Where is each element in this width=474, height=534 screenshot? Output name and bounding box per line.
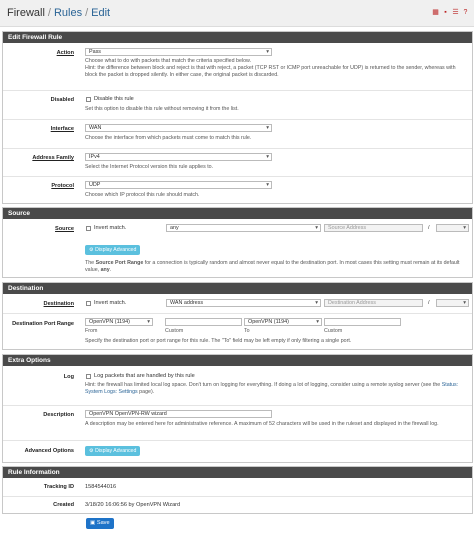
from-caption: From	[85, 328, 98, 334]
source-invert-label: Invert match.	[94, 225, 127, 231]
disable-checkbox[interactable]	[86, 97, 91, 102]
destination-invert-label: Invert match.	[94, 300, 127, 306]
tracking-id-label: Tracking ID	[43, 484, 74, 490]
log-icon[interactable]: ▦	[432, 9, 439, 16]
destination-row	[3, 294, 472, 312]
address-family-help: Select the Internet Protocol version this rule applies to.	[85, 164, 214, 170]
disabled-row	[3, 90, 472, 119]
edit-rule-panel	[2, 31, 473, 204]
destination-port-row	[3, 313, 472, 349]
description-help: A description may be entered here for administrative reference. A maximum of 52 characters will be used in the ruleset and displayed in the firewall log.	[85, 421, 439, 427]
destination-address-input[interactable]: Destination Address	[324, 299, 423, 307]
save-button[interactable]: ▣ Save	[86, 518, 114, 529]
tracking-id-value: 1584544016	[85, 484, 117, 490]
interface-label: Interface	[50, 126, 74, 132]
advanced-options-row	[3, 440, 472, 462]
action-row	[3, 43, 472, 89]
breadcrumb-separator: /	[47, 7, 51, 19]
log-checkbox[interactable]	[86, 374, 91, 379]
breadcrumb-rules-link[interactable]: Rules	[53, 7, 83, 19]
port-to-custom-input[interactable]	[324, 318, 401, 326]
protocol-row	[3, 176, 472, 203]
source-type-select[interactable]: any ▾	[166, 224, 321, 232]
source-address-input[interactable]: Source Address	[324, 224, 423, 232]
description-input[interactable]: OpenVPN OpenVPN-RW wizard	[85, 410, 272, 418]
destination-slash: /	[428, 300, 430, 306]
help-icon[interactable]: ?	[463, 9, 468, 16]
gear-icon: ⚙	[89, 448, 96, 454]
created-row	[3, 496, 472, 513]
created-value: 3/18/20 16:06:56 by OpenVPN Wizard	[85, 502, 181, 508]
log-help: Hint: the firewall has limited local log space. Don't turn on logging for everything. If doing a lot of logging, consider using a remote syslog server (see the Status: System Logs: Settings page).	[85, 382, 459, 395]
log-label: Log	[63, 374, 74, 380]
destination-port-label: Destination Port Range	[12, 321, 74, 327]
extra-options-panel	[2, 354, 473, 463]
custom-caption-from: Custom	[165, 328, 184, 334]
protocol-label: Protocol	[51, 183, 74, 189]
save-icon: ▣	[90, 520, 97, 526]
log-checkbox-label: Log packets that are handled by this rule	[94, 373, 195, 379]
address-family-row	[3, 148, 472, 176]
address-family-select[interactable]: IPv4 ▾	[85, 153, 272, 161]
interface-help: Choose the interface from which packets must come to match this rule.	[85, 135, 252, 141]
disabled-help: Set this option to disable this rule without removing it from the list.	[85, 106, 239, 112]
action-select[interactable]: Pass ▾	[85, 48, 272, 56]
list-icon[interactable]: ☰	[452, 9, 459, 16]
source-slash: /	[428, 225, 430, 231]
address-family-label: Address Family	[32, 155, 74, 161]
extra-options-heading: Extra Options	[3, 355, 472, 366]
port-from-select[interactable]: OpenVPN (1194) ▾	[85, 318, 153, 326]
header-icons	[432, 9, 469, 16]
breadcrumb-separator: /	[85, 7, 89, 19]
chart-icon[interactable]: ▪	[444, 9, 447, 16]
description-row	[3, 405, 472, 440]
source-heading: Source	[3, 208, 472, 219]
source-invert-checkbox[interactable]	[86, 226, 91, 231]
breadcrumb-firewall: Firewall	[7, 7, 45, 19]
destination-type-select[interactable]: WAN address ▾	[166, 299, 321, 307]
custom-caption-to: Custom	[324, 328, 343, 334]
disable-checkbox-label: Disable this rule	[94, 96, 134, 102]
source-label: Source	[55, 226, 74, 232]
description-label: Description	[43, 412, 74, 418]
source-row	[3, 219, 472, 276]
interface-select[interactable]: WAN ▾	[85, 124, 272, 132]
breadcrumb-edit-link[interactable]: Edit	[91, 7, 111, 19]
advanced-options-display-button[interactable]: ⚙ Display Advanced	[85, 446, 140, 456]
destination-heading: Destination	[3, 283, 472, 294]
destination-panel	[2, 282, 473, 350]
rule-information-heading: Rule Information	[3, 467, 472, 478]
page-header	[0, 0, 474, 27]
tracking-id-row	[3, 478, 472, 495]
log-row	[3, 366, 472, 404]
source-display-advanced-button[interactable]: ⚙ Display Advanced	[85, 245, 140, 255]
destination-invert-checkbox[interactable]	[86, 301, 91, 306]
edit-rule-heading: Edit Firewall Rule	[3, 32, 472, 43]
to-caption: To	[244, 328, 250, 334]
advanced-options-label: Advanced Options	[24, 448, 74, 454]
action-help: Choose what to do with packets that match the criteria specified below. Hint: the difference between block and reject is that with reject, a packet (TCP RST or ICMP port unreachable for UDP) is returned to the sender, whereas with block the packet is dropped silently. In either case, the original packet is discarded.	[85, 58, 456, 78]
destination-label: Destination	[43, 301, 74, 307]
disabled-label: Disabled	[50, 97, 74, 103]
destination-mask-select[interactable]	[436, 299, 469, 307]
port-to-select[interactable]: OpenVPN (1194) ▾	[244, 318, 322, 326]
port-from-custom-input[interactable]	[165, 318, 242, 326]
protocol-select[interactable]: UDP ▾	[85, 181, 272, 189]
destination-port-help: Specify the destination port or port range for this rule. The "To" field may be left empty if only filtering a single port.	[85, 338, 352, 344]
action-label: Action	[56, 50, 74, 56]
system-logs-settings-link[interactable]: Status: System Logs: Settings	[85, 382, 459, 395]
source-mask-select[interactable]	[436, 224, 469, 232]
interface-row	[3, 119, 472, 148]
gear-icon: ⚙	[89, 247, 96, 253]
created-label: Created	[53, 502, 74, 508]
rule-information-panel	[2, 466, 473, 514]
source-help: The Source Port Range for a connection is typically random and almost never equal to the destination port. In most cases this setting must remain at its default value, any.	[85, 260, 460, 273]
protocol-help: Choose which IP protocol this rule should match.	[85, 192, 200, 198]
breadcrumb	[7, 7, 110, 19]
source-panel	[2, 207, 473, 278]
